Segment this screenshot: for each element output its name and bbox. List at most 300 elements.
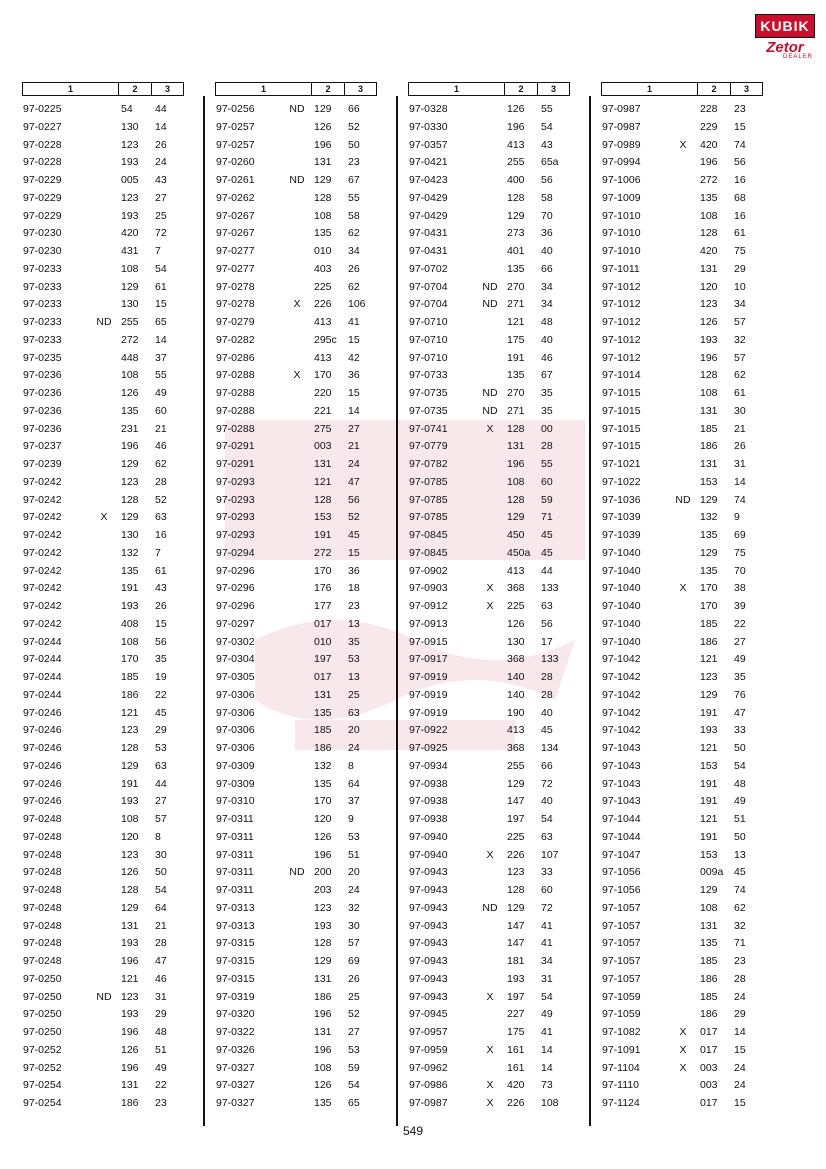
ref-value-2: 191 [700, 830, 718, 843]
table-row [601, 190, 763, 208]
flag [668, 776, 698, 794]
table-row [408, 651, 570, 669]
flag [475, 634, 505, 652]
part-number: 97-0288 [216, 369, 255, 382]
ref-value-3: 30 [348, 919, 360, 932]
ref-value-2: 147 [507, 919, 525, 932]
table-row [408, 492, 570, 510]
ref-value-3: 56 [541, 174, 553, 186]
table-row [22, 811, 184, 829]
flag [475, 261, 505, 279]
part-number: 97-0327 [216, 1061, 255, 1074]
part-number: 97-1012 [602, 280, 641, 293]
ref-value-2: 193 [700, 333, 718, 346]
table-row [408, 367, 570, 385]
flag [475, 456, 505, 474]
flag [475, 776, 505, 794]
table-row [601, 918, 763, 936]
table-row [408, 811, 570, 829]
part-number: 97-1011 [602, 262, 640, 275]
part-number: 97-0315 [216, 955, 255, 967]
table-row [408, 864, 570, 882]
table-row [215, 421, 377, 439]
table-row [601, 1006, 763, 1024]
part-number: 97-0248 [23, 866, 62, 879]
table-row [215, 918, 377, 936]
table-row [22, 900, 184, 918]
ref-value-2: 193 [314, 919, 332, 932]
ref-value-3: 33 [734, 724, 746, 737]
flag [475, 864, 505, 882]
ref-value-2: 017 [314, 617, 332, 630]
ref-value-3: 25 [348, 990, 360, 1003]
column-body [215, 96, 377, 1113]
flag [89, 421, 119, 439]
part-number: 97-0242 [23, 617, 62, 630]
flag: X [293, 298, 301, 311]
table-row [215, 953, 377, 971]
flag [89, 474, 119, 492]
ref-value-2: 420 [700, 138, 718, 151]
flag [89, 616, 119, 634]
table-row [215, 137, 377, 155]
table-row [22, 1024, 184, 1042]
ref-value-2: 255 [507, 156, 525, 169]
ref-value-3: 40 [541, 333, 553, 346]
ref-value-3: 14 [155, 333, 167, 346]
ref-value-3: 69 [734, 529, 746, 541]
flag [668, 616, 698, 634]
ref-value-2: 121 [121, 972, 139, 985]
ref-value-2: 121 [700, 653, 718, 666]
ref-value-2: 126 [507, 103, 525, 115]
flag [282, 616, 312, 634]
flag [89, 438, 119, 456]
ref-value-3: 53 [348, 830, 360, 843]
ref-value-3: 34 [541, 298, 553, 311]
ref-value-2: 135 [507, 262, 525, 275]
table-row [408, 332, 570, 350]
ref-value-2: 010 [314, 245, 332, 257]
table-row [408, 1060, 570, 1078]
part-number: 97-0242 [23, 493, 62, 506]
ref-value-3: 66 [541, 759, 553, 772]
ref-value-2: 193 [121, 1008, 139, 1021]
part-number: 97-1056 [602, 866, 641, 879]
flag [282, 847, 312, 865]
table-row [408, 687, 570, 705]
flag: X [486, 1079, 494, 1092]
ref-value-3: 13 [734, 848, 746, 861]
flag [668, 971, 698, 989]
ref-value-3: 53 [155, 742, 167, 754]
ref-value-3: 26 [348, 262, 360, 275]
part-number: 97-1104 [602, 1061, 640, 1074]
table-row [22, 527, 184, 545]
table-row [215, 243, 377, 261]
table-row [22, 634, 184, 652]
ref-value-2: 147 [507, 937, 525, 950]
ref-value-2: 108 [121, 635, 139, 648]
ref-value-3: 55 [155, 369, 167, 382]
part-number: 97-0291 [216, 440, 255, 453]
column-divider [589, 96, 591, 1126]
part-number: 97-0710 [409, 351, 448, 364]
ref-value-2: 272 [121, 333, 139, 346]
part-number: 97-0293 [216, 511, 255, 524]
part-number: 97-0987 [602, 103, 641, 115]
part-number: 97-0296 [216, 600, 255, 612]
flag [89, 456, 119, 474]
ref-value-2: 128 [507, 884, 525, 896]
flag [668, 722, 698, 740]
part-number: 97-0260 [216, 156, 255, 169]
flag [89, 918, 119, 936]
ref-value-3: 19 [155, 671, 167, 683]
ref-value-3: 63 [155, 759, 167, 772]
table-row [601, 545, 763, 563]
ref-value-3: 24 [348, 742, 360, 754]
part-number: 97-0288 [216, 404, 255, 417]
part-number: 97-0244 [23, 635, 62, 648]
ref-value-3: 26 [348, 972, 360, 985]
ref-value-3: 68 [734, 191, 746, 204]
ref-value-3: 60 [541, 884, 553, 896]
ref-value-3: 8 [155, 830, 161, 843]
part-number: 97-0315 [216, 937, 255, 950]
ref-value-2: 017 [700, 1043, 718, 1056]
part-number: 97-0304 [216, 653, 255, 666]
table-row [22, 474, 184, 492]
part-number: 97-1012 [602, 333, 641, 346]
logo-sub: Zetor [766, 39, 804, 56]
flag [89, 651, 119, 669]
ref-value-2: 271 [507, 298, 525, 311]
flag [668, 989, 698, 1007]
part-number: 97-0293 [216, 529, 255, 541]
flag [475, 740, 505, 758]
ref-value-3: 40 [541, 795, 553, 808]
part-number: 97-1015 [602, 387, 641, 399]
part-number: 97-1010 [602, 227, 641, 240]
ref-value-2: 131 [314, 156, 332, 169]
flag [89, 971, 119, 989]
part-number: 97-0913 [409, 617, 448, 630]
part-number: 97-0244 [23, 653, 62, 666]
ref-value-2: 191 [700, 795, 718, 808]
flag [89, 811, 119, 829]
table-row [22, 1006, 184, 1024]
flag [89, 225, 119, 243]
ref-value-3: 56 [541, 617, 553, 630]
ref-value-3: 69 [348, 955, 360, 967]
part-number: 97-1110 [602, 1079, 639, 1092]
ref-value-3: 14 [541, 1061, 553, 1074]
ref-value-2: 186 [700, 440, 718, 453]
ref-value-2: 129 [121, 759, 139, 772]
part-number: 97-0291 [216, 458, 255, 470]
flag [282, 776, 312, 794]
table-row [408, 101, 570, 119]
table-row [601, 829, 763, 847]
ref-value-2: 193 [121, 209, 139, 222]
part-number: 97-0296 [216, 564, 255, 577]
table-row [408, 1042, 570, 1060]
flag [89, 545, 119, 563]
ref-value-3: 14 [155, 120, 167, 133]
ref-value-2: 225 [507, 830, 525, 843]
ref-value-2: 200 [314, 866, 332, 879]
ref-value-2: 017 [700, 1026, 718, 1038]
table-row [22, 225, 184, 243]
flag [475, 758, 505, 776]
ref-value-2: 226 [507, 1097, 525, 1109]
part-number: 97-0782 [409, 458, 448, 470]
table-row [22, 438, 184, 456]
column-body [22, 96, 184, 1113]
ref-value-3: 49 [155, 387, 167, 399]
part-number: 97-1091 [602, 1043, 641, 1056]
ref-value-3: 62 [348, 227, 360, 240]
ref-value-2: 132 [314, 759, 332, 772]
ref-value-2: 123 [700, 298, 718, 311]
ref-value-3: 49 [541, 1008, 553, 1021]
table-row [215, 208, 377, 226]
ref-value-3: 65a [541, 156, 559, 169]
flag: ND [289, 866, 305, 879]
table-row [22, 580, 184, 598]
ref-value-3: 65 [155, 316, 167, 328]
ref-value-2: 108 [700, 901, 718, 914]
ref-value-2: 126 [314, 1079, 332, 1092]
table-row [601, 687, 763, 705]
table-row [215, 935, 377, 953]
part-number: 97-1047 [602, 848, 641, 861]
part-number: 97-0244 [23, 688, 62, 701]
part-number: 97-0785 [409, 511, 448, 524]
table-row [601, 438, 763, 456]
ref-value-3: 27 [155, 795, 167, 808]
ref-value-2: 413 [314, 316, 332, 328]
flag [282, 225, 312, 243]
ref-value-3: 28 [155, 937, 167, 950]
ref-value-2: 108 [121, 369, 139, 382]
part-number: 97-0256 [216, 103, 255, 115]
table-row [408, 580, 570, 598]
part-number: 97-0309 [216, 759, 255, 772]
flag [668, 350, 698, 368]
ref-value-3: 31 [734, 458, 746, 470]
part-number: 97-0244 [23, 671, 62, 683]
part-number: 97-1057 [602, 972, 641, 985]
part-number: 97-0246 [23, 777, 62, 790]
flag [89, 1060, 119, 1078]
part-number: 97-1021 [602, 458, 641, 470]
ref-value-3: 76 [734, 688, 746, 701]
ref-value-2: 161 [507, 1043, 525, 1056]
flag [668, 119, 698, 137]
ref-value-3: 49 [734, 653, 746, 666]
ref-value-3: 70 [541, 209, 553, 222]
flag [282, 918, 312, 936]
ref-value-3: 52 [155, 493, 167, 506]
table-row [601, 776, 763, 794]
flag: ND [482, 404, 498, 417]
ref-value-3: 37 [348, 795, 360, 808]
flag [89, 527, 119, 545]
ref-value-2: 272 [314, 546, 332, 559]
part-number: 97-1015 [602, 404, 641, 417]
flag: ND [96, 316, 112, 328]
ref-value-2: 128 [314, 191, 332, 204]
flag [89, 190, 119, 208]
part-number: 97-0242 [23, 582, 62, 595]
ref-value-2: 135 [314, 777, 332, 790]
table-row [408, 1024, 570, 1042]
table-row [408, 172, 570, 190]
table-row [601, 261, 763, 279]
part-number: 97-1009 [602, 191, 641, 204]
part-number: 97-0943 [409, 919, 448, 932]
ref-value-2: 170 [314, 369, 332, 382]
table-row [408, 847, 570, 865]
table-row [408, 918, 570, 936]
table-row [215, 793, 377, 811]
ref-value-3: 14 [348, 404, 360, 417]
ref-value-2: 420 [507, 1079, 525, 1092]
part-number: 97-1044 [602, 830, 641, 843]
ref-value-2: 128 [507, 422, 525, 435]
ref-value-2: 368 [507, 742, 525, 754]
flag [282, 722, 312, 740]
ref-value-2: 271 [507, 404, 525, 417]
ref-value-3: 36 [348, 564, 360, 577]
part-number: 97-1040 [602, 635, 641, 648]
ref-value-2: 132 [121, 546, 139, 559]
part-number: 97-1039 [602, 529, 641, 541]
table-row [408, 953, 570, 971]
ref-value-3: 133 [541, 653, 559, 666]
flag [89, 953, 119, 971]
part-number: 97-1042 [602, 688, 641, 701]
logo-brand: KUBIK [755, 14, 815, 38]
flag [89, 758, 119, 776]
part-number: 97-0242 [23, 529, 62, 541]
part-number: 97-1124 [602, 1097, 640, 1109]
table-row [215, 279, 377, 297]
ref-value-3: 30 [734, 404, 746, 417]
ref-value-2: 176 [314, 582, 332, 595]
table-row [22, 137, 184, 155]
table-row [215, 989, 377, 1007]
flag [282, 527, 312, 545]
ref-value-2: 129 [507, 777, 525, 790]
part-number: 97-1043 [602, 777, 641, 790]
flag [89, 101, 119, 119]
flag: X [486, 422, 494, 435]
part-number: 97-1042 [602, 671, 641, 683]
table-row [215, 722, 377, 740]
ref-value-2: 131 [700, 458, 718, 470]
part-number: 97-0741 [409, 422, 448, 435]
ref-value-2: 131 [121, 919, 139, 932]
part-number: 97-0229 [23, 174, 62, 186]
table-row [22, 119, 184, 137]
table-row [215, 1060, 377, 1078]
ref-value-2: 135 [700, 529, 718, 541]
flag [282, 811, 312, 829]
table-row [215, 225, 377, 243]
ref-value-2: 413 [507, 724, 525, 737]
ref-value-3: 50 [734, 742, 746, 754]
flag [475, 1006, 505, 1024]
table-row [601, 350, 763, 368]
table-row [601, 296, 763, 314]
ref-value-2: 228 [700, 103, 718, 115]
flag [668, 208, 698, 226]
table-row [22, 882, 184, 900]
ref-value-3: 20 [348, 724, 360, 737]
ref-value-2: 147 [507, 795, 525, 808]
table-row [215, 367, 377, 385]
ref-value-3: 23 [348, 600, 360, 612]
table-row [601, 1077, 763, 1095]
part-number: 97-0229 [23, 209, 62, 222]
part-number: 97-0994 [602, 156, 641, 169]
ref-value-2: 129 [121, 901, 139, 914]
ref-value-3: 56 [734, 156, 746, 169]
flag: ND [289, 174, 305, 186]
table-row [408, 154, 570, 172]
flag [668, 793, 698, 811]
part-number: 97-1015 [602, 440, 641, 453]
ref-value-2: 121 [700, 742, 718, 754]
ref-value-3: 54 [734, 759, 746, 772]
ref-value-2: 123 [700, 671, 718, 683]
table-row [601, 172, 763, 190]
ref-value-3: 15 [734, 1097, 746, 1109]
table-row [215, 261, 377, 279]
part-number: 97-0277 [216, 262, 255, 275]
ref-value-3: 59 [541, 493, 553, 506]
ref-value-3: 28 [734, 972, 746, 985]
flag [89, 137, 119, 155]
ref-value-2: 135 [314, 1097, 332, 1109]
ref-value-3: 29 [155, 724, 167, 737]
column-header [408, 82, 570, 96]
table-row [408, 634, 570, 652]
flag [668, 864, 698, 882]
flag [89, 119, 119, 137]
flag [668, 829, 698, 847]
part-number: 97-0311 [216, 813, 254, 825]
flag [475, 882, 505, 900]
table-row [215, 740, 377, 758]
ref-value-2: 450 [507, 529, 525, 541]
ref-value-3: 43 [155, 174, 167, 186]
part-number: 97-0987 [602, 120, 641, 133]
flag [668, 367, 698, 385]
flag [89, 580, 119, 598]
flag [668, 847, 698, 865]
ref-value-2: 108 [507, 475, 525, 488]
table-row [408, 421, 570, 439]
flag [282, 208, 312, 226]
ref-value-3: 133 [541, 582, 559, 595]
ref-value-2: 130 [121, 120, 139, 133]
table-row [215, 669, 377, 687]
table-row [22, 616, 184, 634]
